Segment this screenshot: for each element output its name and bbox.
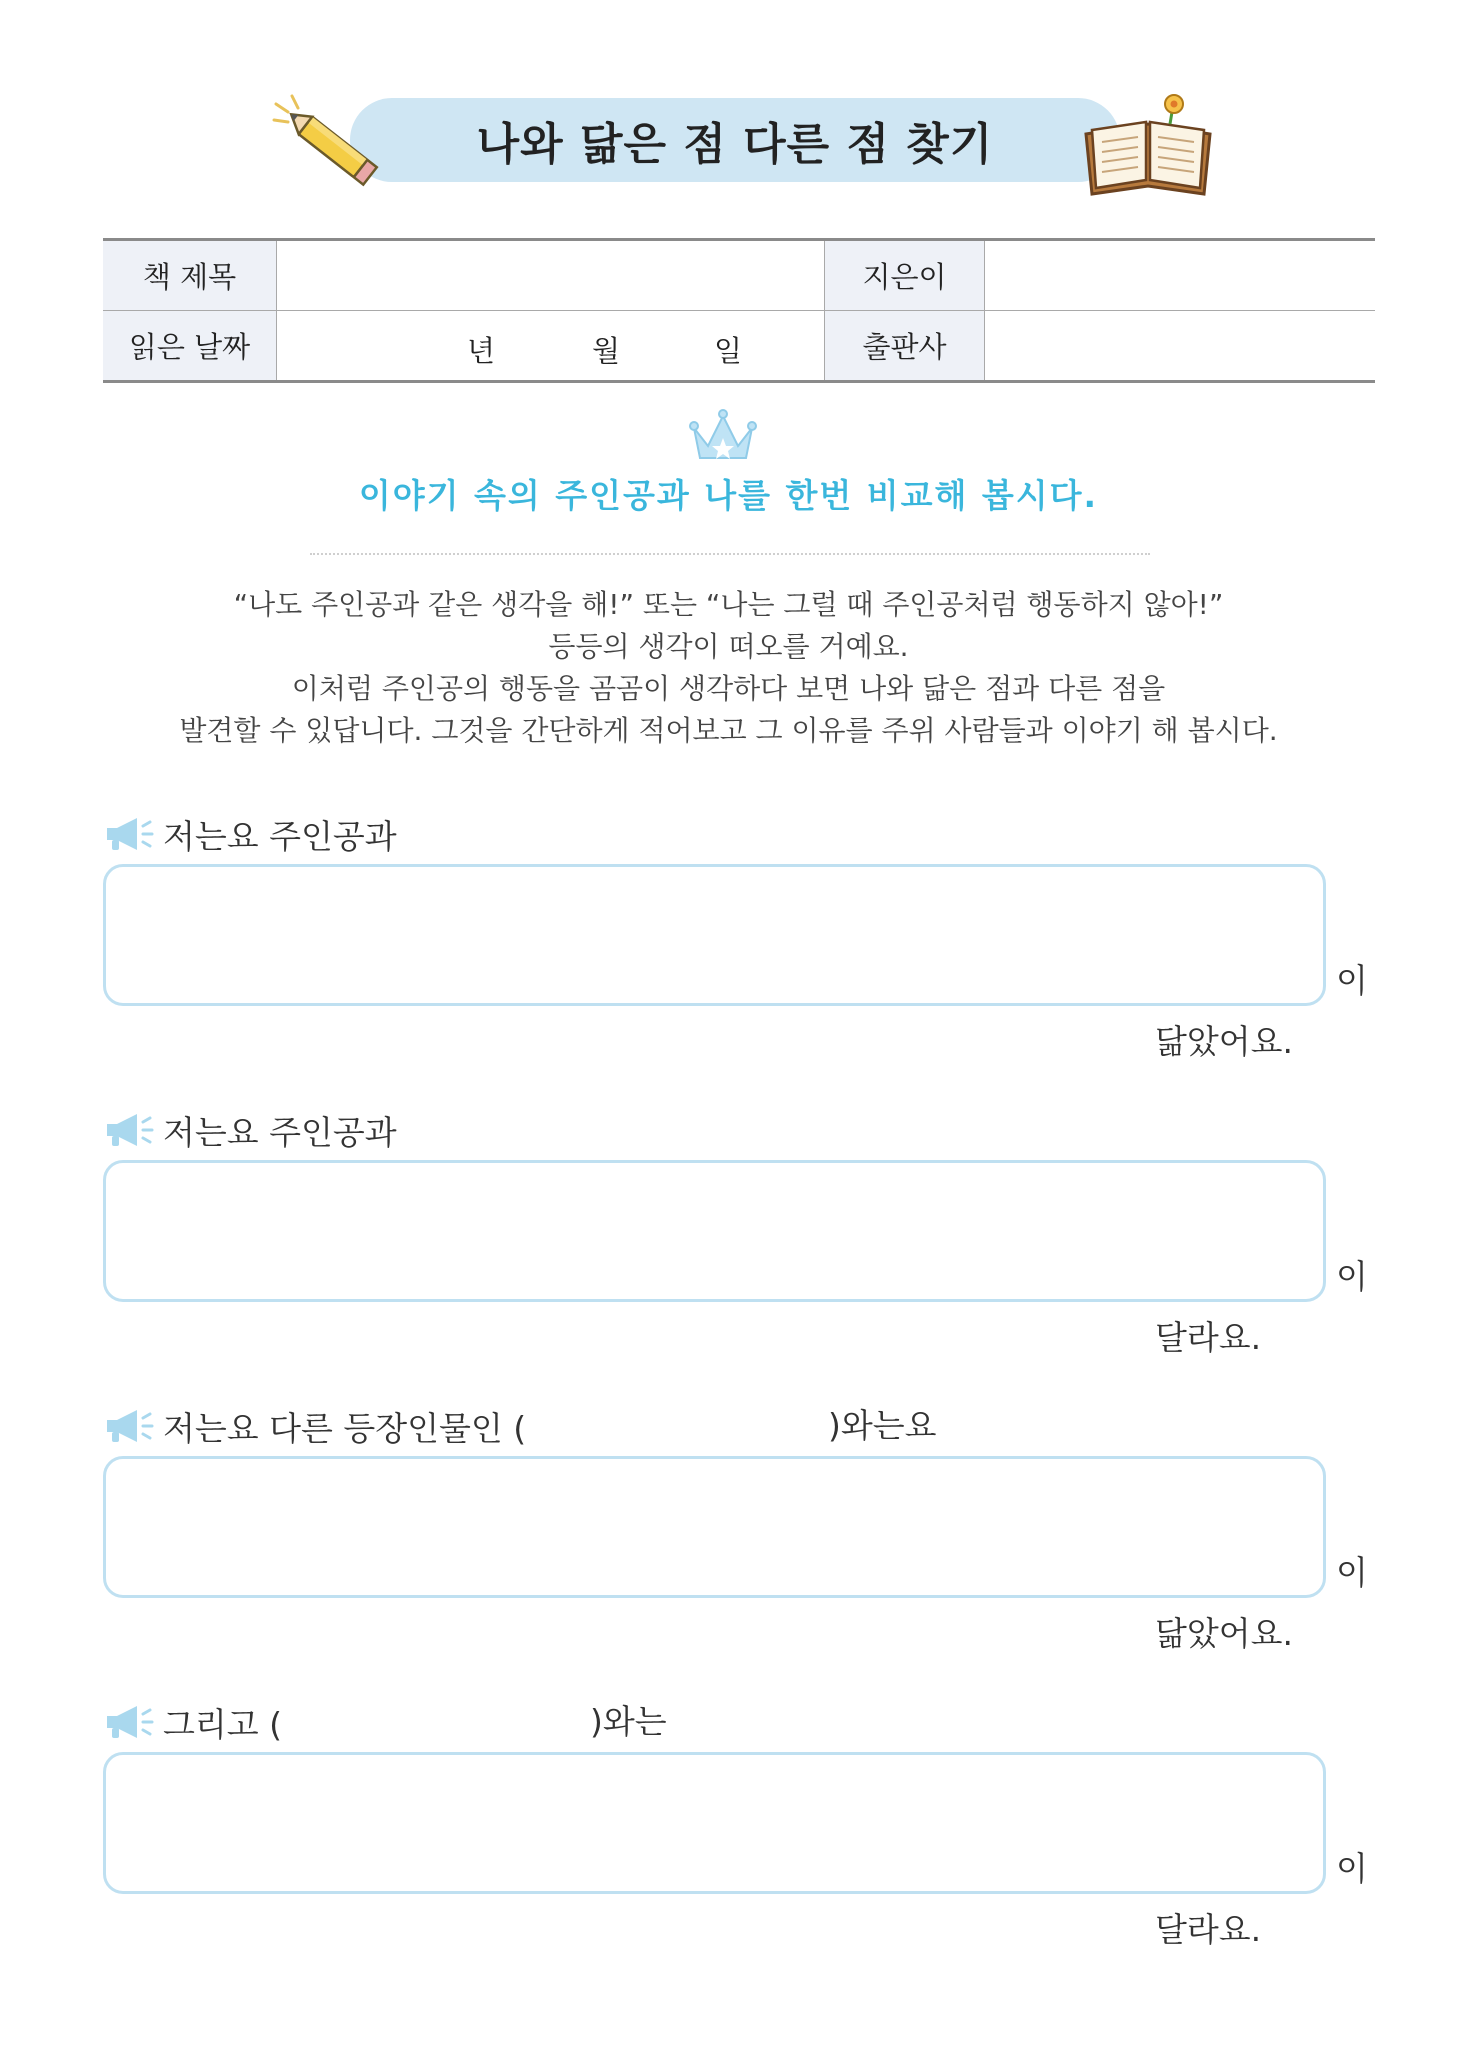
prompt-text: 저는요 주인공과 xyxy=(163,816,397,856)
megaphone-icon xyxy=(103,814,155,854)
year-label: 년 xyxy=(467,334,496,368)
intro-text xyxy=(150,584,1307,752)
answer-box-4[interactable] xyxy=(103,1752,1326,1894)
open-book-icon xyxy=(1078,94,1218,204)
prompt-text-end: )와는요 xyxy=(828,1406,937,1445)
prompt-1-label xyxy=(103,812,397,856)
box-suffix: 이 xyxy=(1336,1849,1368,1888)
section-subtitle: 이야기 속의 주인공과 나를 한번 비교해 봅시다. xyxy=(358,476,1099,515)
reading-date-field[interactable] xyxy=(277,311,825,382)
intro-line: 발견할 수 있답니다. 그것을 간단하게 적어보고 그 이유를 주위 사람들과 이야기 해 봅시다. xyxy=(179,714,1278,747)
day-label: 일 xyxy=(714,334,743,368)
prompt-2-label xyxy=(103,1108,397,1152)
prompt-ending: 닮았어요. xyxy=(1155,1614,1294,1653)
intro-line: “나도 주인공과 같은 생각을 해!” 또는 “나는 그럴 때 주인공처럼 행동하지 않아!” xyxy=(233,588,1224,621)
publisher-label: 출판사 xyxy=(825,311,985,382)
publisher-field[interactable] xyxy=(985,311,1376,382)
intro-line: 등등의 생각이 떠오를 거예요. xyxy=(548,630,909,663)
prompt-3-label xyxy=(103,1404,526,1448)
prompt-text-end: )와는 xyxy=(590,1702,667,1741)
prompt-text: 저는요 주인공과 xyxy=(163,1112,397,1152)
dotted-divider xyxy=(310,553,1150,555)
megaphone-icon xyxy=(103,1702,155,1742)
crown-icon xyxy=(688,408,758,464)
megaphone-icon xyxy=(103,1110,155,1150)
author-label: 지은이 xyxy=(825,240,985,311)
answer-box-1[interactable] xyxy=(103,864,1326,1006)
author-field[interactable] xyxy=(985,240,1376,311)
prompt-text: 저는요 다른 등장인물인 ( xyxy=(163,1408,527,1448)
answer-box-2[interactable] xyxy=(103,1160,1326,1302)
page-title: 나와 닮은 점 다른 점 찾기 xyxy=(476,119,994,170)
pencil-icon xyxy=(268,92,398,192)
box-suffix: 이 xyxy=(1336,1257,1368,1296)
prompt-text: 그리고 ( xyxy=(163,1704,282,1744)
intro-line: 이처럼 주인공의 행동을 곰곰이 생각하다 보면 나와 닮은 점과 다른 점을 xyxy=(291,672,1166,705)
date-label: 읽은 날짜 xyxy=(103,311,277,382)
prompt-4-label xyxy=(103,1700,282,1744)
book-info-table xyxy=(103,238,1375,383)
box-suffix: 이 xyxy=(1336,961,1368,1000)
book-title-field[interactable] xyxy=(277,240,825,311)
answer-box-3[interactable] xyxy=(103,1456,1326,1598)
month-label: 월 xyxy=(592,334,621,368)
book-title-label: 책 제목 xyxy=(103,240,277,311)
megaphone-icon xyxy=(103,1406,155,1446)
prompt-ending: 달라요. xyxy=(1155,1318,1262,1357)
prompt-ending: 닮았어요. xyxy=(1155,1022,1294,1061)
box-suffix: 이 xyxy=(1336,1553,1368,1592)
prompt-ending: 달라요. xyxy=(1155,1910,1262,1949)
